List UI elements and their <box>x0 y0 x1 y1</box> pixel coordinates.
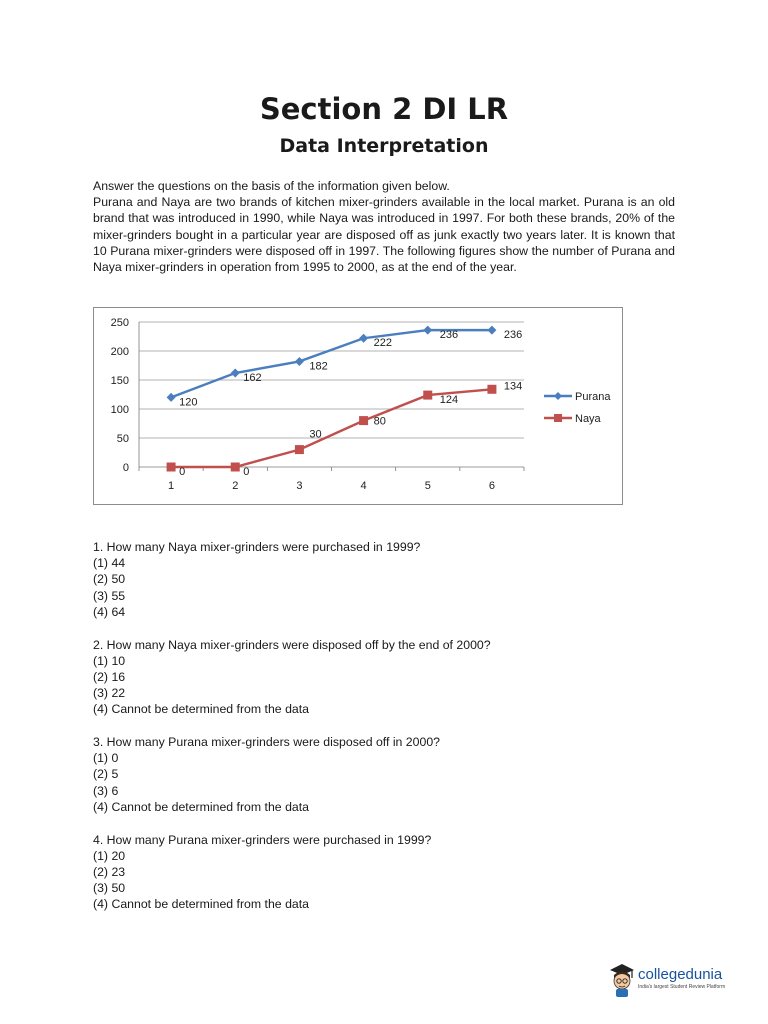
chart-canvas <box>94 308 624 506</box>
option: (3) 55 <box>93 588 126 603</box>
option: (2) 5 <box>93 767 119 782</box>
option: (3) 22 <box>93 686 126 701</box>
legend-marker <box>554 414 562 422</box>
data-point <box>295 357 304 366</box>
legend-label: Naya <box>575 413 601 425</box>
data-label: 30 <box>309 428 322 441</box>
data-label: 236 <box>439 329 459 342</box>
question-4 <box>93 832 693 913</box>
logo-tagline: India's largest Student Review Platform <box>638 984 726 990</box>
collegedunia-logo[interactable] <box>608 962 763 1000</box>
data-point <box>167 463 176 472</box>
option: (4) 64 <box>93 604 126 619</box>
x-tick-label: 6 <box>488 480 495 492</box>
y-tick-label: 50 <box>116 433 129 445</box>
data-point <box>487 326 496 335</box>
option: (4) Cannot be determined from the data <box>93 799 310 814</box>
data-label: 222 <box>373 337 392 350</box>
option: (3) 6 <box>93 783 119 798</box>
data-label: 0 <box>179 466 186 478</box>
data-point <box>231 369 240 378</box>
page-subtitle: Data Interpretation <box>279 135 489 157</box>
data-point <box>359 334 368 343</box>
question-1 <box>93 539 693 620</box>
data-point <box>423 326 432 335</box>
data-label: 120 <box>179 396 198 409</box>
option: (4) Cannot be determined from the data <box>93 702 310 717</box>
intro-text <box>93 178 675 275</box>
data-label: 80 <box>373 415 386 428</box>
x-tick-label: 5 <box>424 480 431 492</box>
data-point <box>167 393 176 402</box>
x-tick-label: 2 <box>232 480 239 492</box>
option: (2) 16 <box>93 669 126 684</box>
question-text: 4. How many Purana mixer-grinders were purchased in 1999? <box>93 832 432 847</box>
intro-paragraph: Purana and Naya are two brands of kitchen mixer-grinders available in the local market. Purana is an old brand that was introduced in 1990, while Naya was introduced in 1997. For both these brands, 20% of the mixer-grinders bought in a particular year are disposed off as junk exactly two years later. It is known that 10 Purana mixer-grinders were disposed off in 1997. The following figures show the number of Purana and Naya mixer-grinders in operation from 1995 to 2000, as at the end of the year. <box>93 195 675 275</box>
y-tick-label: 150 <box>110 375 129 387</box>
logo-wordmark: collegedunia <box>638 966 723 983</box>
option: (1) 0 <box>93 751 119 766</box>
data-point <box>423 391 432 400</box>
option: (2) 23 <box>93 864 126 879</box>
option: (1) 44 <box>93 556 126 571</box>
data-label: 162 <box>243 372 262 385</box>
option: (1) 20 <box>93 848 126 863</box>
data-point <box>295 445 304 454</box>
question-text: 3. How many Purana mixer-grinders were disposed off in 2000? <box>93 735 440 750</box>
question-2 <box>93 637 693 718</box>
data-label: 182 <box>309 360 328 373</box>
intro-instruction: Answer the questions on the basis of the information given below. <box>93 179 450 193</box>
y-tick-label: 250 <box>110 317 129 329</box>
option: (2) 50 <box>93 572 126 587</box>
option: (3) 50 <box>93 881 126 896</box>
legend-marker <box>554 392 562 400</box>
data-point <box>359 416 368 425</box>
option: (1) 10 <box>93 653 126 668</box>
x-tick-label: 3 <box>296 480 303 492</box>
x-tick-label: 4 <box>360 480 367 492</box>
y-tick-label: 200 <box>110 346 129 358</box>
question-text: 2. How many Naya mixer-grinders were disposed off by the end of 2000? <box>93 637 491 652</box>
question-3 <box>93 734 693 815</box>
data-point <box>231 463 240 472</box>
data-label: 134 <box>503 380 523 393</box>
option: (4) Cannot be determined from the data <box>93 897 310 912</box>
line-chart <box>93 307 623 505</box>
data-point <box>487 385 496 394</box>
mascot-icon <box>608 962 636 998</box>
y-tick-label: 0 <box>122 462 129 474</box>
data-label: 0 <box>243 466 250 478</box>
question-list <box>93 539 693 929</box>
x-tick-label: 1 <box>168 480 175 492</box>
data-label: 124 <box>439 394 459 407</box>
legend-label: Purana <box>575 391 611 403</box>
data-label: 236 <box>503 329 523 342</box>
y-tick-label: 100 <box>110 404 129 416</box>
page-title: Section 2 DI LR <box>259 92 509 126</box>
question-text: 1. How many Naya mixer-grinders were purchased in 1999? <box>93 540 421 554</box>
